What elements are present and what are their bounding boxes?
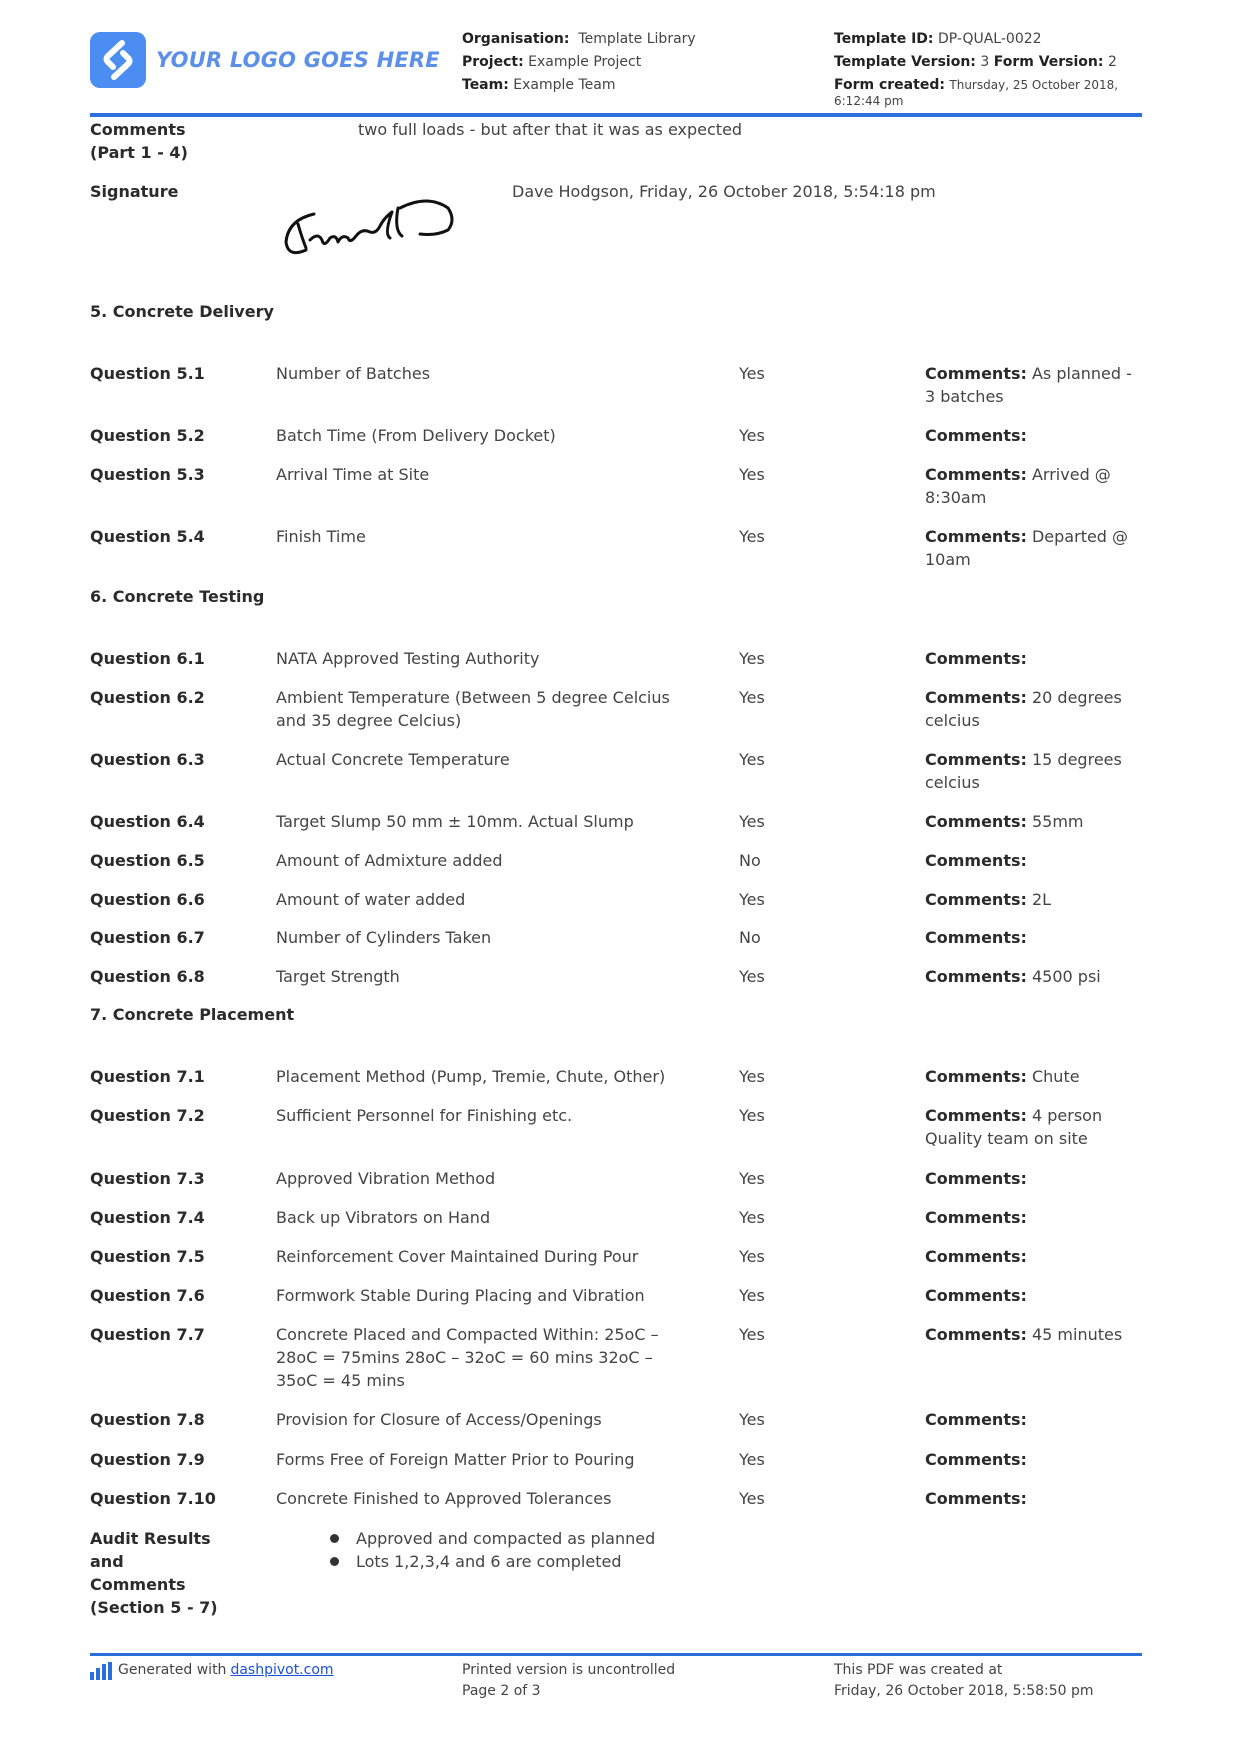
- question-answer: Yes: [739, 890, 765, 909]
- question-label: Question 7.9: [90, 1450, 205, 1469]
- created-line2: Friday, 26 October 2018, 5:58:50 pm: [834, 1683, 1094, 1699]
- question-label: Question 7.10: [90, 1489, 216, 1508]
- comment-prefix: Comments:: [925, 928, 1027, 947]
- question-comment: [925, 1167, 1140, 1190]
- project-value: Example Project: [528, 54, 642, 70]
- question-text: Sufficient Personnel for Finishing etc.: [276, 1106, 573, 1125]
- team-value: Example Team: [513, 77, 616, 93]
- form-created-value: Thursday, 25 October 2018, 6:12:44 pm: [834, 78, 1119, 108]
- question-text: Amount of water added: [276, 890, 466, 909]
- comment-value: As planned - 3 batches: [925, 364, 1132, 406]
- question-text: Reinforcement Cover Maintained During Pour: [276, 1247, 639, 1266]
- audit-results-list: [328, 1527, 655, 1573]
- comment-prefix: Comments:: [925, 1450, 1027, 1469]
- section-title: 6. Concrete Testing: [90, 587, 265, 606]
- question-comment: [925, 888, 1140, 911]
- question-answer: No: [739, 851, 761, 870]
- template-id-value: DP-QUAL-0022: [937, 31, 1042, 47]
- question-label: Question 7.5: [90, 1247, 205, 1266]
- section-title: 5. Concrete Delivery: [90, 302, 274, 321]
- comment-prefix: Comments:: [925, 1106, 1027, 1125]
- question-text: Placement Method (Pump, Tremie, Chute, Other): [276, 1067, 666, 1086]
- question-label: Question 5.1: [90, 364, 205, 383]
- team-label: Team:: [462, 77, 509, 93]
- question-answer: Yes: [739, 1106, 765, 1125]
- question-text: Number of Batches: [276, 364, 431, 383]
- question-comment: [925, 362, 1140, 408]
- question-text: Back up Vibrators on Hand: [276, 1208, 491, 1227]
- comment-prefix: Comments:: [925, 1208, 1027, 1227]
- question-answer: Yes: [739, 1247, 765, 1266]
- header-template-info: [834, 28, 1154, 109]
- footer-generated: [90, 1660, 334, 1681]
- template-id-label: Template ID:: [834, 31, 934, 47]
- question-comment: [925, 810, 1140, 833]
- question-text: Target Slump 50 mm ± 10mm. Actual Slump: [276, 812, 634, 831]
- comment-prefix: Comments:: [925, 750, 1027, 769]
- comment-value: 4 person Quality team on site: [925, 1106, 1103, 1148]
- question-label: Question 7.6: [90, 1286, 205, 1305]
- question-answer: Yes: [739, 364, 765, 383]
- question-label: Question 5.3: [90, 465, 205, 484]
- question-label: Question 6.3: [90, 750, 205, 769]
- page-number: Page 2 of 3: [462, 1683, 541, 1699]
- comment-prefix: Comments:: [925, 851, 1027, 870]
- project-label: Project:: [462, 54, 524, 70]
- comment-prefix: Comments:: [925, 426, 1027, 445]
- uncontrolled-text: Printed version is uncontrolled: [462, 1662, 676, 1678]
- signature-value: Dave Hodgson, Friday, 26 October 2018, 5:54:18 pm: [512, 182, 936, 201]
- question-comment: [925, 424, 1140, 447]
- question-comment: [925, 926, 1140, 949]
- dashpivot-link[interactable]: dashpivot.com: [230, 1662, 334, 1678]
- logo-mark-icon: [90, 32, 146, 88]
- question-answer: Yes: [739, 465, 765, 484]
- question-label: Question 5.4: [90, 527, 205, 546]
- form-created-label: Form created:: [834, 77, 945, 93]
- question-comment: [925, 1065, 1140, 1088]
- comment-value: 55mm: [1031, 812, 1084, 831]
- question-answer: Yes: [739, 812, 765, 831]
- question-answer: Yes: [739, 1450, 765, 1469]
- footer-divider: [90, 1653, 1142, 1656]
- organisation-value: Template Library: [578, 31, 696, 47]
- question-text: Finish Time: [276, 527, 366, 546]
- generated-text: Generated with: [118, 1662, 227, 1678]
- question-label: Question 6.6: [90, 890, 205, 909]
- question-answer: Yes: [739, 426, 765, 445]
- comment-value: 45 minutes: [1031, 1325, 1123, 1344]
- question-comment: [925, 1323, 1140, 1346]
- list-item: Approved and compacted as planned: [328, 1527, 655, 1550]
- question-text: NATA Approved Testing Authority: [276, 649, 540, 668]
- question-answer: Yes: [739, 967, 765, 986]
- question-comment: [925, 1245, 1140, 1268]
- form-version-label: Form Version:: [993, 54, 1104, 70]
- question-answer: Yes: [739, 1067, 765, 1086]
- question-comment: [925, 1408, 1140, 1431]
- question-comment: [925, 748, 1140, 794]
- question-text: Ambient Temperature (Between 5 degree Celcius and 35 degree Celcius): [276, 688, 670, 730]
- question-answer: Yes: [739, 1325, 765, 1344]
- comment-prefix: Comments:: [925, 1067, 1027, 1086]
- list-item: Lots 1,2,3,4 and 6 are completed: [328, 1550, 655, 1573]
- question-label: Question 7.7: [90, 1325, 205, 1344]
- question-answer: Yes: [739, 1208, 765, 1227]
- question-answer: Yes: [739, 1410, 765, 1429]
- audit-label-line: and: [90, 1552, 124, 1571]
- question-label: Question 6.8: [90, 967, 205, 986]
- question-comment: [925, 1206, 1140, 1229]
- question-label: Question 7.1: [90, 1067, 205, 1086]
- question-comment: [925, 965, 1140, 988]
- question-label: Question 7.4: [90, 1208, 205, 1227]
- section-title: 7. Concrete Placement: [90, 1005, 295, 1024]
- question-text: Concrete Placed and Compacted Within: 25oC – 28oC = 75mins 28oC – 32oC = 60 mins 32oC – 35oC = 45 mins: [276, 1325, 659, 1390]
- footer-page-info: [462, 1660, 675, 1702]
- question-comment: [925, 849, 1140, 872]
- question-text: Amount of Admixture added: [276, 851, 503, 870]
- comment-prefix: Comments:: [925, 1410, 1027, 1429]
- question-label: Question 6.1: [90, 649, 205, 668]
- comment-value: Arrived @ 8:30am: [925, 465, 1111, 507]
- question-label: Question 7.8: [90, 1410, 205, 1429]
- question-label: Question 6.7: [90, 928, 205, 947]
- comment-prefix: Comments:: [925, 527, 1027, 546]
- signature-label: Signature: [90, 182, 179, 201]
- comment-value: Departed @ 10am: [925, 527, 1129, 569]
- template-version-value: 3: [980, 54, 990, 70]
- question-answer: Yes: [739, 1169, 765, 1188]
- comment-prefix: Comments:: [925, 812, 1027, 831]
- comment-prefix: Comments:: [925, 364, 1027, 383]
- comment-value: Chute: [1031, 1067, 1080, 1086]
- created-line1: This PDF was created at: [834, 1662, 1003, 1678]
- question-label: Question 6.4: [90, 812, 205, 831]
- question-comment: [925, 647, 1140, 670]
- question-text: Forms Free of Foreign Matter Prior to Pouring: [276, 1450, 635, 1469]
- comment-prefix: Comments:: [925, 890, 1027, 909]
- comment-value: 15 degrees celcius: [925, 750, 1122, 792]
- comment-prefix: Comments:: [925, 649, 1027, 668]
- header-divider: [90, 113, 1142, 117]
- company-logo: [90, 32, 440, 88]
- audit-label-line: (Section 5 - 7): [90, 1598, 218, 1617]
- question-text: Actual Concrete Temperature: [276, 750, 510, 769]
- question-text: Arrival Time at Site: [276, 465, 430, 484]
- comments-part-label: [90, 118, 290, 164]
- question-text: Batch Time (From Delivery Docket): [276, 426, 556, 445]
- logo-text: YOUR LOGO GOES HERE: [156, 48, 440, 72]
- question-label: Question 6.2: [90, 688, 205, 707]
- comments-label-line1: Comments: [90, 120, 186, 139]
- question-label: Question 7.2: [90, 1106, 205, 1125]
- footer-created-info: [834, 1660, 1094, 1702]
- comment-prefix: Comments:: [925, 1247, 1027, 1266]
- question-text: Target Strength: [276, 967, 400, 986]
- question-comment: [925, 686, 1140, 732]
- comment-value: 20 degrees celcius: [925, 688, 1122, 730]
- question-comment: [925, 525, 1140, 571]
- question-comment: [925, 1284, 1140, 1307]
- question-answer: Yes: [739, 1286, 765, 1305]
- audit-results-label: [90, 1527, 250, 1619]
- question-answer: Yes: [739, 1489, 765, 1508]
- question-label: Question 5.2: [90, 426, 205, 445]
- dashpivot-bars-icon: [90, 1662, 112, 1680]
- comment-prefix: Comments:: [925, 1169, 1027, 1188]
- question-comment: [925, 1104, 1140, 1150]
- document-header: [90, 28, 1142, 114]
- question-text: Number of Cylinders Taken: [276, 928, 492, 947]
- question-text: Concrete Finished to Approved Tolerances: [276, 1489, 612, 1508]
- audit-label-line: Audit Results: [90, 1529, 211, 1548]
- comment-prefix: Comments:: [925, 465, 1027, 484]
- audit-label-line: Comments: [90, 1575, 186, 1594]
- question-comment: [925, 1487, 1140, 1510]
- form-version-value: 2: [1107, 54, 1117, 70]
- question-label: Question 7.3: [90, 1169, 205, 1188]
- question-answer: Yes: [739, 688, 765, 707]
- question-text: Formwork Stable During Placing and Vibration: [276, 1286, 645, 1305]
- question-label: Question 6.5: [90, 851, 205, 870]
- comment-prefix: Comments:: [925, 1325, 1027, 1344]
- comment-prefix: Comments:: [925, 1286, 1027, 1305]
- template-version-label: Template Version:: [834, 54, 976, 70]
- organisation-label: Organisation:: [462, 31, 570, 47]
- question-answer: Yes: [739, 750, 765, 769]
- question-answer: No: [739, 928, 761, 947]
- comment-prefix: Comments:: [925, 1489, 1027, 1508]
- comment-prefix: Comments:: [925, 967, 1027, 986]
- header-organisation-info: [462, 28, 792, 97]
- comments-part-value: two full loads - but after that it was as expected: [358, 120, 743, 139]
- question-answer: Yes: [739, 527, 765, 546]
- comments-label-line2: (Part 1 - 4): [90, 143, 188, 162]
- comment-value: 4500 psi: [1031, 967, 1101, 986]
- question-answer: Yes: [739, 649, 765, 668]
- question-comment: [925, 1448, 1140, 1471]
- signature-image: [280, 190, 460, 274]
- comment-prefix: Comments:: [925, 688, 1027, 707]
- question-text: Provision for Closure of Access/Openings: [276, 1410, 602, 1429]
- question-comment: [925, 463, 1140, 509]
- comment-value: 2L: [1031, 890, 1052, 909]
- question-text: Approved Vibration Method: [276, 1169, 496, 1188]
